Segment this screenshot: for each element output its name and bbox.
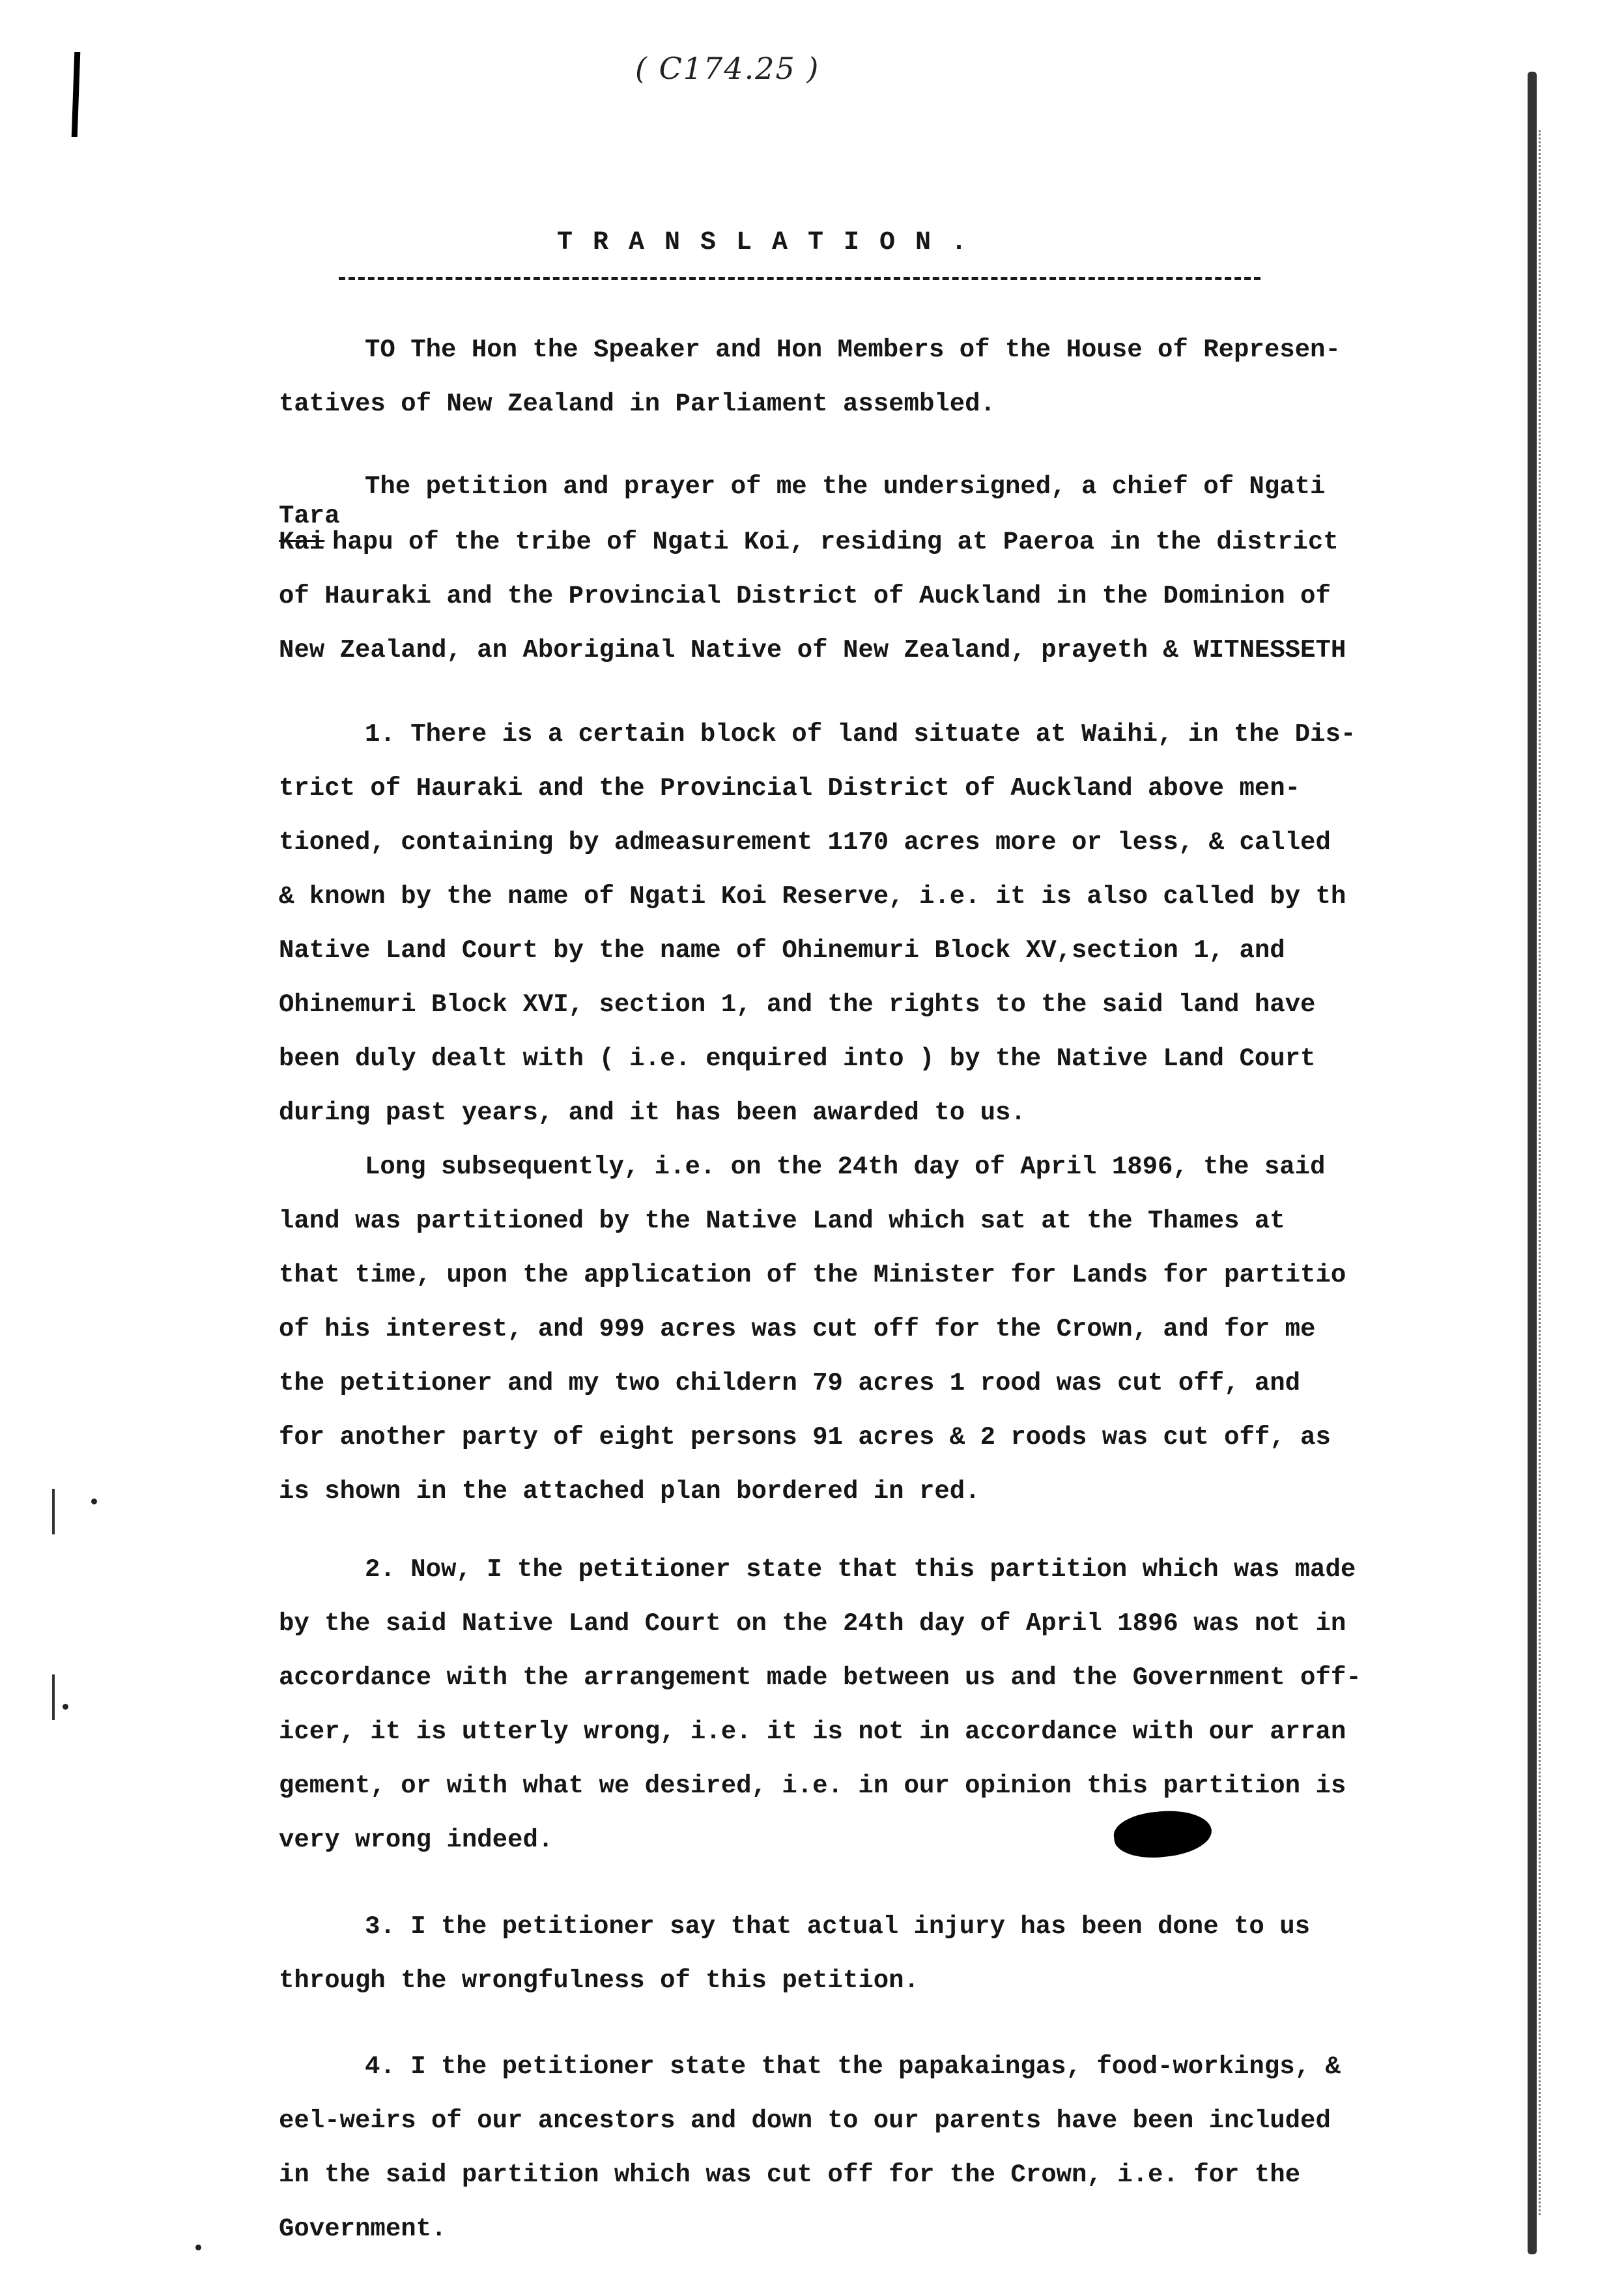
document-title: TRANSLATION. (557, 228, 988, 257)
margin-dot (63, 1704, 68, 1710)
text-line: The petition and prayer of me the undersigned, a chief of Ngati (365, 472, 1326, 501)
struck-text: Kai (279, 528, 325, 556)
text-line: is shown in the attached plan bordered in red. (279, 1477, 980, 1506)
text-line: 3. I the petitioner say that actual injury has been done to us (365, 1912, 1311, 1941)
text-line: of his interest, and 999 acres was cut off for the Crown, and for me (279, 1315, 1316, 1343)
margin-mark (52, 1674, 55, 1720)
margin-dot (195, 2245, 201, 2250)
text-line: of Hauraki and the Provincial District of Auckland in the Dominion of (279, 582, 1331, 610)
text-line: 2. Now, I the petitioner state that this partition which was made (365, 1555, 1356, 1584)
text-line: by the said Native Land Court on the 24th day of April 1896 was not in (279, 1609, 1346, 1638)
text-line: gement, or with what we desired, i.e. in our opinion this partition is (279, 1772, 1346, 1800)
text-line: tioned, containing by admeasurement 1170 acres more or less, & called (279, 828, 1331, 857)
title-underline (339, 277, 1261, 280)
archive-reference: ( C174.25 ) (635, 51, 820, 86)
text-line: trict of Hauraki and the Provincial District of Auckland above men- (279, 774, 1301, 803)
text-line: accordance with the arrangement made between us and the Government off- (279, 1663, 1361, 1692)
text-line: Long subsequently, i.e. on the 24th day of April 1896, the said (365, 1153, 1326, 1181)
text-line: 4. I the petitioner state that the papakaingas, food-workings, & (365, 2052, 1341, 2081)
text-line: the petitioner and my two childern 79 acres 1 rood was cut off, and (279, 1369, 1301, 1398)
text-line: for another party of eight persons 91 acres & 2 roods was cut off, as (279, 1423, 1331, 1452)
text-line: TO The Hon the Speaker and Hon Members of the House of Represen- (365, 336, 1341, 364)
margin-mark (72, 52, 81, 137)
text-line: hapu of the tribe of Ngati Koi, residing at Paeroa in the district (332, 528, 1339, 556)
text-line: in the said partition which was cut off for the Crown, i.e. for the (279, 2161, 1301, 2189)
interlinear-correction: Tara (279, 502, 340, 530)
text-line: Ohinemuri Block XVI, section 1, and the rights to the said land have (279, 990, 1316, 1019)
text-line: eel-weirs of our ancestors and down to our parents have been included (279, 2106, 1331, 2135)
text-line: & known by the name of Ngati Koi Reserve, i.e. it is also called by th (279, 882, 1346, 911)
text-line: 1. There is a certain block of land situate at Waihi, in the Dis- (365, 720, 1356, 749)
text-line: icer, it is utterly wrong, i.e. it is not in accordance with our arran (279, 1717, 1346, 1746)
text-line: through the wrongfulness of this petition. (279, 1966, 919, 1995)
text-line: tatives of New Zealand in Parliament assembled. (279, 390, 995, 418)
text-line: Native Land Court by the name of Ohinemuri Block XV,section 1, and (279, 936, 1285, 965)
text-line: very wrong indeed. (279, 1826, 554, 1854)
text-line: that time, upon the application of the Minister for Lands for partitio (279, 1261, 1346, 1289)
text-line: Government. (279, 2215, 447, 2243)
page-edge-binding (1528, 72, 1537, 2254)
ink-blot (1112, 1806, 1214, 1861)
text-line: been duly dealt with ( i.e. enquired into ) by the Native Land Court (279, 1044, 1316, 1073)
margin-dot (91, 1499, 97, 1504)
text-line: New Zealand, an Aboriginal Native of New Zealand, prayeth & WITNESSETH (279, 636, 1346, 665)
text-line: land was partitioned by the Native Land which sat at the Thames at (279, 1207, 1285, 1235)
page-edge-binding (1539, 130, 1543, 2215)
margin-mark (52, 1489, 55, 1534)
text-line: during past years, and it has been awarded to us. (279, 1098, 1026, 1127)
